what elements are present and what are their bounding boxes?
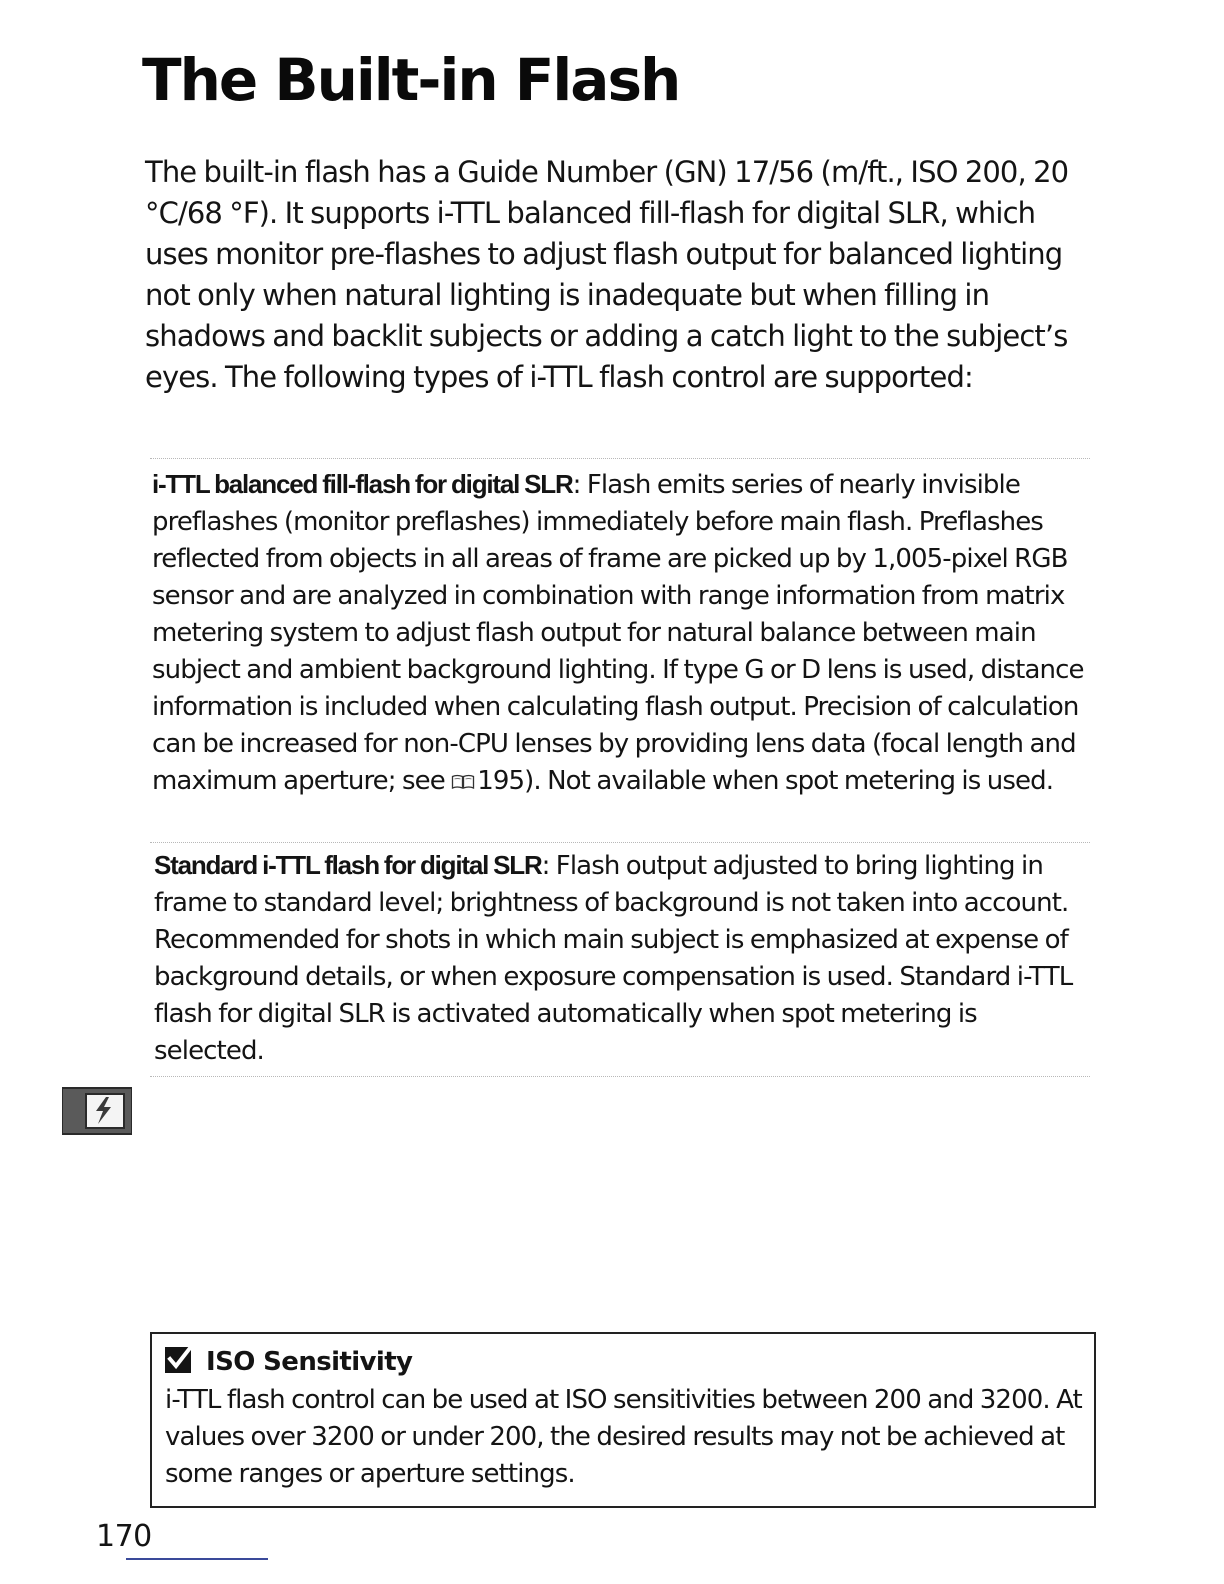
divider	[150, 1076, 1090, 1077]
page-reference: 195	[477, 766, 525, 796]
page-number-underline	[126, 1558, 268, 1560]
intro-paragraph: The built-in flash has a Guide Number (GN) 17/56 (m/ft., ISO 200, 20 °C/68 °F). It supports i-TTL balanced fill-flash for digital SLR, which uses monitor pre-flashes to adjust flash output for balanced lighting not only when natural lighting is inadequate but when filling in shadows and backlit subjects or adding a catch light to the subject’s eyes. The following types of i-TTL flash control are supported:	[145, 155, 1069, 394]
divider	[150, 458, 1090, 459]
definition-standard-ittl	[154, 847, 1092, 1070]
book-icon	[451, 773, 475, 790]
note-title: ISO Sensitivity	[206, 1347, 413, 1377]
iso-sensitivity-note	[150, 1332, 1096, 1508]
definition-text: Flash output adjusted to bring lighting in frame to standard level; brightness of background is not taken into account. Recommended for shots in which main subject is emphasized at expense of background details, or when exposure compensation is used. Standard i-TTL flash for digital SLR is activated automatically when spot metering is selected.	[154, 851, 1073, 1066]
term-label: Standard i-TTL flash for digital SLR	[154, 850, 542, 880]
check-icon	[164, 1344, 194, 1374]
divider	[150, 842, 1090, 843]
definition-balanced-fill-flash	[152, 466, 1092, 800]
note-header	[164, 1344, 412, 1380]
term-separator: :	[541, 851, 550, 881]
note-body: i-TTL flash control can be used at ISO sensitivities between 200 and 3200. At values over 3200 or under 200, the desired results may not be achieved at some ranges or aperture settings.	[165, 1385, 1082, 1489]
flash-icon	[62, 1086, 132, 1136]
term-separator: :	[572, 470, 581, 500]
definition-text: Flash emits series of nearly invisible preflashes (monitor preflashes) immediately before main flash. Preflashes reflected from objects in all areas of frame are picked up by 1,005-pixel RGB sensor and are analyzed in combination with range information from matrix metering system to adjust flash output for natural balance between main subject and ambient background lighting. If type G or D lens is used, distance information is included when calculating flash output. Precision of calculation can be increased for non-CPU lenses by providing lens data (focal length and maximum aperture; see	[152, 470, 1084, 796]
page-title: The Built-in Flash	[142, 46, 680, 114]
page-number: 170	[96, 1519, 152, 1554]
term-label: i-TTL balanced fill-flash for digital SLR	[152, 469, 573, 499]
definition-text-end: ). Not available when spot metering is used.	[524, 766, 1054, 796]
flash-section-tab	[62, 1086, 132, 1136]
